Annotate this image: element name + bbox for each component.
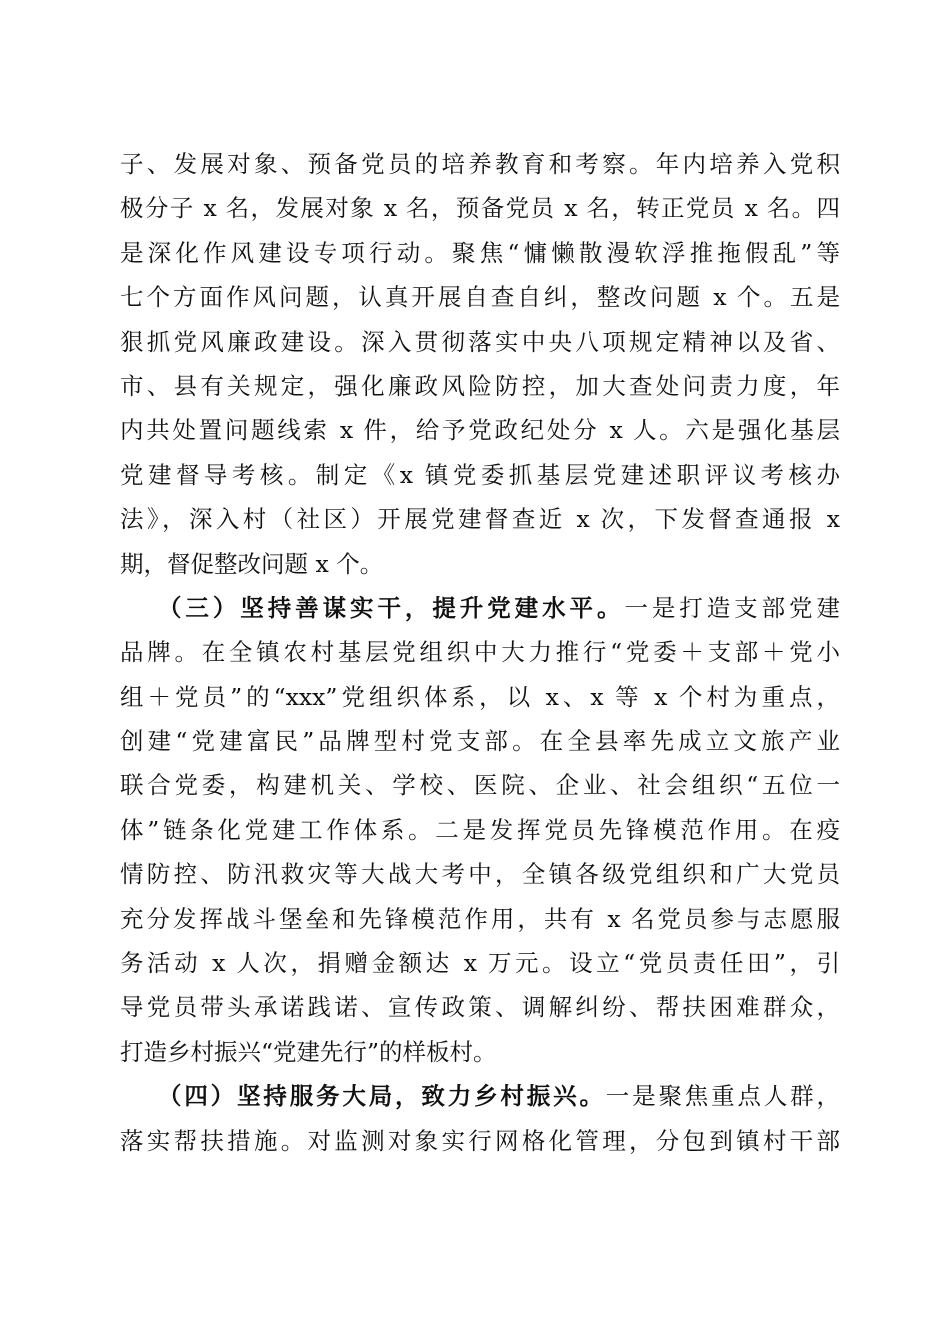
text-line xyxy=(120,1074,840,1118)
paragraph-work-style xyxy=(120,142,840,586)
paragraph-rural-revitalization xyxy=(120,1074,840,1163)
text-line: 联合党委，构建机关、学校、医院、企业、社会组织“五位一 xyxy=(120,771,840,800)
paragraph-party-building-level xyxy=(120,586,840,1074)
text-line: 法》，深入村（社区）开展党建督查近 x 次，下发督查通报 x xyxy=(120,505,840,534)
text-run: 一是打造支部党建 xyxy=(624,593,840,622)
text-line: 组＋党员”的“xxx”党组织体系，以 x、x 等 x 个村为重点， xyxy=(120,682,840,711)
text-line: 品牌。在全镇农村基层党组织中大力推行“党委＋支部＋党小 xyxy=(120,638,840,667)
document-body xyxy=(120,142,840,1163)
text-line: 情防控、防汛救灾等大战大考中，全镇各级党组织和广大党员 xyxy=(120,860,840,889)
section-heading-3: （三）坚持善谋实干，提升党建水平。 xyxy=(158,593,625,622)
text-line: 极分子 x 名，发展对象 x 名，预备党员 x 名，转正党员 x 名。四 xyxy=(120,194,840,223)
text-line: 七个方面作风问题，认真开展自查自纠，整改问题 x 个。五是 xyxy=(120,283,840,312)
text-line: 体”链条化党建工作体系。二是发挥党员先锋模范作用。在疫 xyxy=(120,815,840,844)
text-line: 是深化作风建设专项行动。聚焦“慵懒散漫软浮推拖假乱”等 xyxy=(120,238,840,267)
text-line: 期，督促整改问题 x 个。 xyxy=(120,549,384,578)
text-line: 导党员带头承诺践诺、宣传政策、调解纠纷、帮扶困难群众， xyxy=(120,993,840,1022)
text-line xyxy=(120,586,840,630)
text-line: 狠抓党风廉政建设。深入贯彻落实中央八项规定精神以及省、 xyxy=(120,327,840,356)
text-line: 落实帮扶措施。对监测对象实行网格化管理，分包到镇村干部 xyxy=(120,1126,840,1155)
text-line: 党建督导考核。制定《x 镇党委抓基层党建述职评议考核办 xyxy=(120,460,840,489)
text-line: 务活动 x 人次，捐赠金额达 x 万元。设立“党员责任田”，引 xyxy=(120,949,840,978)
section-heading-4: （四）坚持服务大局，致力乡村振兴。 xyxy=(158,1082,606,1111)
text-line: 内共处置问题线索 x 件，给予党政纪处分 x 人。六是强化基层 xyxy=(120,416,840,445)
text-line: 市、县有关规定，强化廉政风险防控，加大查处问责力度，年 xyxy=(120,371,840,400)
text-line: 充分发挥战斗堡垒和先锋模范作用，共有 x 名党员参与志愿服 xyxy=(120,904,840,933)
text-line: 子、发展对象、预备党员的培养教育和考察。年内培养入党积 xyxy=(120,150,840,178)
text-line: 创建“党建富民”品牌型村党支部。在全县率先成立文旅产业 xyxy=(120,727,840,756)
text-run: 一是聚焦重点人群， xyxy=(605,1082,840,1111)
text-line: 打造乡村振兴“党建先行”的样板村。 xyxy=(120,1037,497,1066)
